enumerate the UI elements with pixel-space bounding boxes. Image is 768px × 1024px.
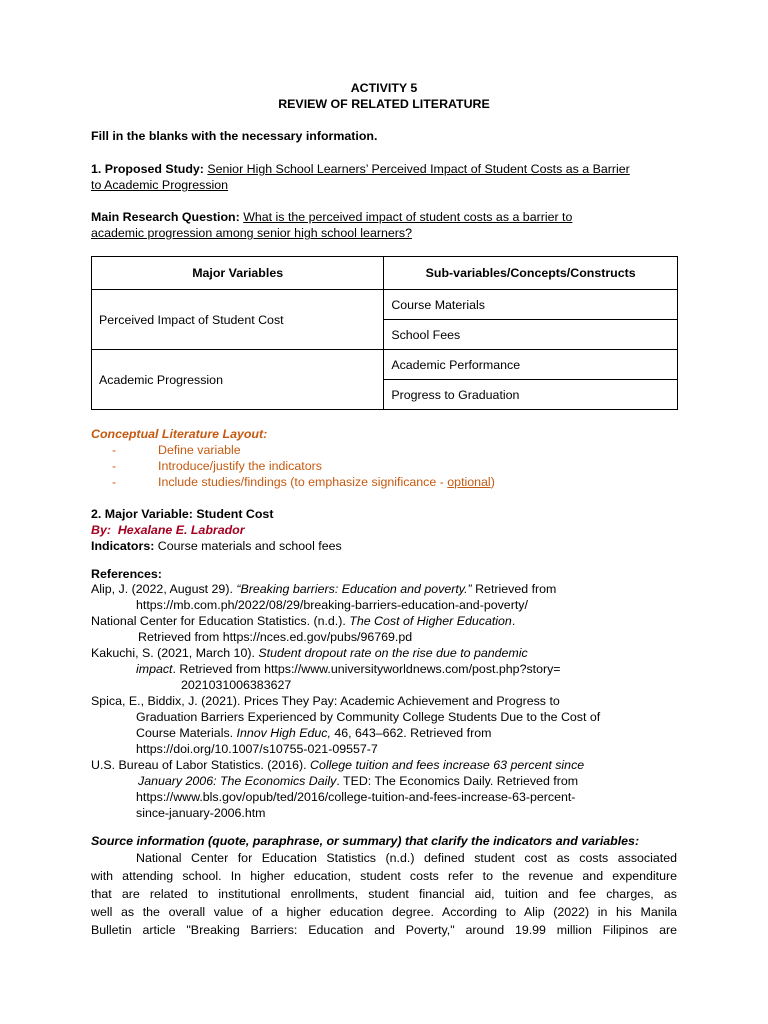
research-question-label: Main Research Question: [91,210,240,224]
sub-variable-cell: Progress to Graduation [384,380,678,410]
layout-guide-title: Conceptual Literature Layout: [91,427,268,441]
reference-url: 2021031006383627 [181,678,292,692]
proposed-study [91,161,630,177]
source-info-line: that are related to institutional enrollments, student financial aid, tuition and fee charges, as [91,887,677,901]
major-variable-cell: Academic Progression [92,350,384,410]
reference-url: https://www.bls.gov/opub/ted/2016/college-tuition-and-fees-increase-63-percent- [136,790,576,804]
sub-variable-cell: Academic Performance [384,350,678,380]
research-question-line1: What is the perceived impact of student costs as a barrier to [243,210,573,224]
author-name: Hexalane E. Labrador [117,523,245,537]
reference-line: Graduation Barriers Experienced by Community College Students Due to the Cost of [136,710,601,724]
references-heading: References: [91,567,162,581]
layout-guide-item: - Include studies/findings (to emphasize significance - optional) [112,475,495,489]
research-question [91,209,572,225]
activity-title: ACTIVITY 5 [350,81,418,95]
reference-entry: U.S. Bureau of Labor Statistics. (2016). College tuition and fees increase 63 percent since [91,758,585,772]
reference-entry: Alip, J. (2022, August 29). “Breaking barriers: Education and poverty.” Retrieved from [91,582,557,596]
proposed-study-title-line2: to Academic Progression [91,178,229,192]
table-row [92,290,678,320]
layout-guide-item: - Introduce/justify the indicators [112,459,322,473]
table-row [92,350,678,380]
reference-url: https://mb.com.ph/2022/08/29/breaking-barriers-education-and-poverty/ [136,598,528,612]
reference-line: Course Materials. Innov High Educ, 46, 643–662. Retrieved from [136,726,492,740]
header-sub-variables: Sub-variables/Concepts/Constructs [384,257,678,290]
reference-url: Retrieved from https://nces.ed.gov/pubs/96769.pd [138,630,413,644]
major-variable-heading: 2. Major Variable: Student Cost [91,507,274,521]
reference-line: impact. Retrieved from https://www.universityworldnews.com/post.php?story= [136,662,561,676]
reference-line: January 2006: The Economics Daily. TED: The Economics Daily. Retrieved from [138,774,579,788]
source-info-line: well as the overall value of a higher education degree. According to Alip (2022) in his Manila [91,905,677,919]
reference-entry: Kakuchi, S. (2021, March 10). Student dropout rate on the rise due to pandemic [91,646,528,660]
sub-variable-cell: School Fees [384,320,678,350]
layout-guide-item: - Define variable [112,443,241,457]
activity-subtitle: REVIEW OF RELATED LITERATURE [278,97,490,111]
table-header-row [92,257,678,290]
proposed-study-label: 1. Proposed Study: [91,162,204,176]
optional-link: optional [447,475,491,489]
reference-url: https://doi.org/10.1007/s10755-021-09557-7 [136,742,378,756]
indicators-line: Indicators: Course materials and school fees [91,539,342,553]
source-info-line: with attending school. In higher education, student costs refer to the revenue and expenditure [91,869,677,883]
source-info-line: Bulletin article "Breaking Barriers: Education and Poverty," around 19.99 million Filipinos are [91,923,677,937]
variables-table [91,256,678,410]
sub-variable-cell: Course Materials [384,290,678,320]
proposed-study-title-line1: Senior High School Learners’ Perceived Impact of Student Costs as a Barrier [207,162,630,176]
reference-url: since-january-2006.htm [136,806,266,820]
instruction: Fill in the blanks with the necessary information. [91,129,378,143]
major-variable-cell: Perceived Impact of Student Cost [92,290,384,350]
research-question-line2: academic progression among senior high school learners? [91,226,412,240]
reference-entry: Spica, E., Biddix, J. (2021). Prices They Pay: Academic Achievement and Progress to [91,694,560,708]
header-major-variables: Major Variables [92,257,384,290]
source-info-heading: Source information (quote, paraphrase, or summary) that clarify the indicators and variables: [91,834,640,848]
reference-entry: National Center for Education Statistics. (n.d.). The Cost of Higher Education. [91,614,516,628]
author-line: By: Hexalane E. Labrador [91,523,245,537]
source-info-line: National Center for Education Statistics (n.d.) defined student cost as costs associated [136,851,677,865]
